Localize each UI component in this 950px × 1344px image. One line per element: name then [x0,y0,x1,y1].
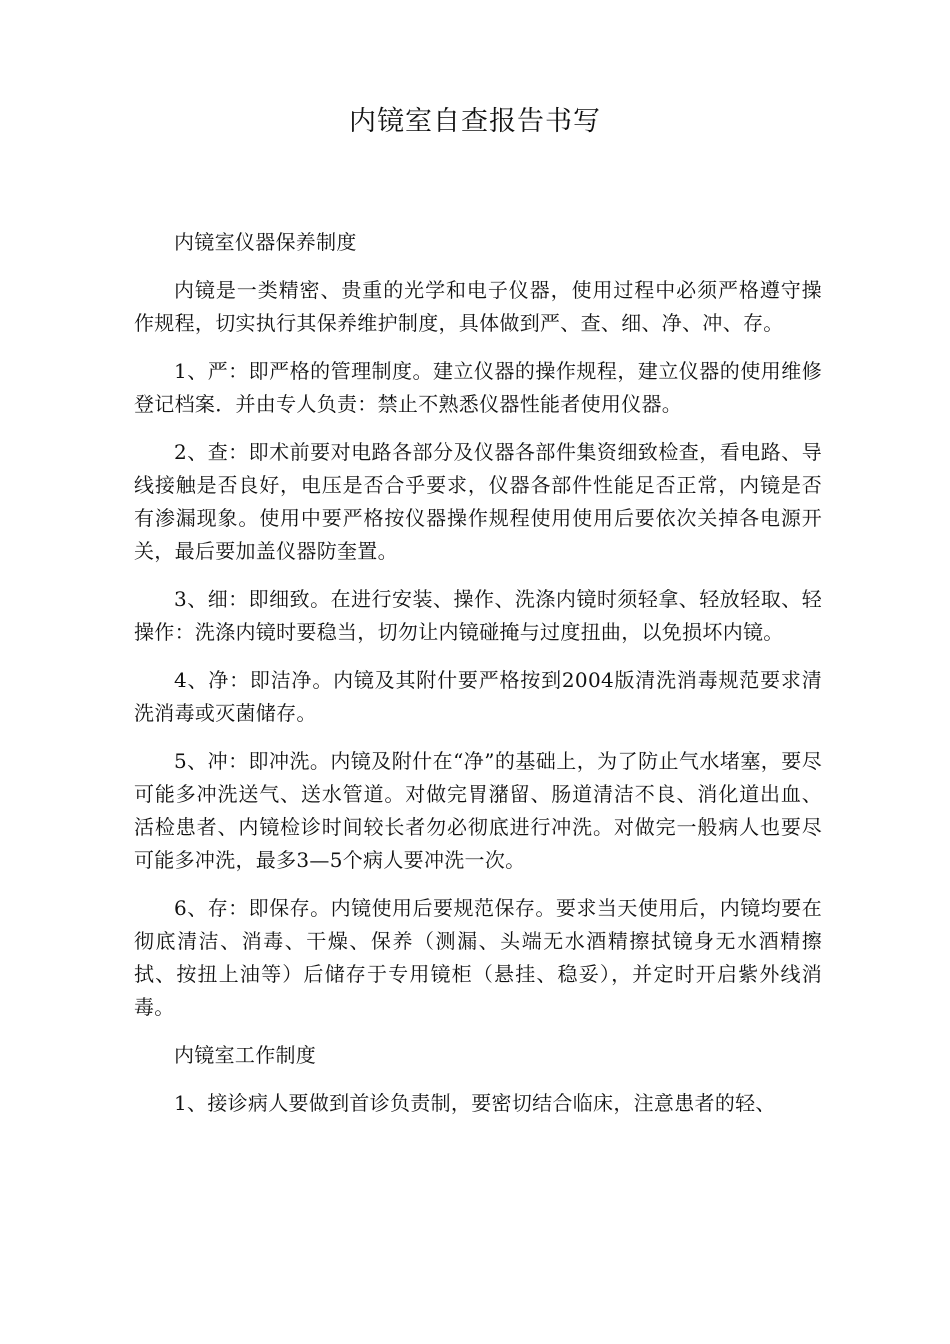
paragraph-reception: 1、接诊病人要做到首诊负责制，要密切结合临床，注意患者的轻、 [174,1091,776,1115]
paragraph-store: 6、存：即保存。内镜使用后要规范保存。要求当天使用后，内镜均要在彻底清洁、消毒、干燥、保养（测漏、头端无水酒精擦拭镜身无水酒精擦拭、按扭上油等）后储存于专用镜柜（悬挂、稳妥），并定时开启紫外线消毒。 [134,896,822,1019]
section-heading-work-rules: 内镜室工作制度 [174,1043,317,1067]
document-body [134,226,822,1135]
document-title: 内镜室自查报告书写 [349,106,601,137]
paragraph-flush: 5、冲：即冲洗。内镜及附什在“净”的基础上，为了防止气水堵塞，要尽可能多冲洗送气、送水管道。对做完胃潴留、肠道清洁不良、消化道出血、活检患者、内镜检诊时间较长者勿必彻底进行冲洗。对做完一般病人也要尽可能多冲洗，最多3—5个病人要冲洗一次。 [134,749,822,872]
paragraph-check: 2、查：即术前要对电路各部分及仪器各部件集资细致检查，看电路、导线接触是否良好，电压是否合乎要求，仪器各部件性能足否正常，内镜是否有渗漏现象。使用中要严格按仪器操作规程使用使用后要依次关掉各电源开关，最后要加盖仪器防奎置。 [134,440,822,563]
paragraph-strict: 1、严：即严格的管理制度。建立仪器的操作规程，建立仪器的使用维修登记档案．并由专人负责：禁止不熟悉仪器性能者使用仪器。 [134,359,822,416]
section-heading-maintenance: 内镜室仪器保养制度 [174,230,357,254]
paragraph-careful: 3、细：即细致。在进行安装、操作、洗涤内镜时须轻拿、轻放轻取、轻操作：洗涤内镜时要稳当，切勿让内镜碰掩与过度扭曲，以免损坏内镜。 [134,587,822,644]
paragraph-intro: 内镜是一类精密、贵重的光学和电子仪器，使用过程中必须严格遵守操作规程，切实执行其保养维护制度，具体做到严、查、细、净、冲、存。 [134,278,822,335]
paragraph-clean: 4、净：即洁净。内镜及其附什要严格按到2004版清洗消毒规范要求清洗消毒或灭菌储存。 [134,668,822,725]
